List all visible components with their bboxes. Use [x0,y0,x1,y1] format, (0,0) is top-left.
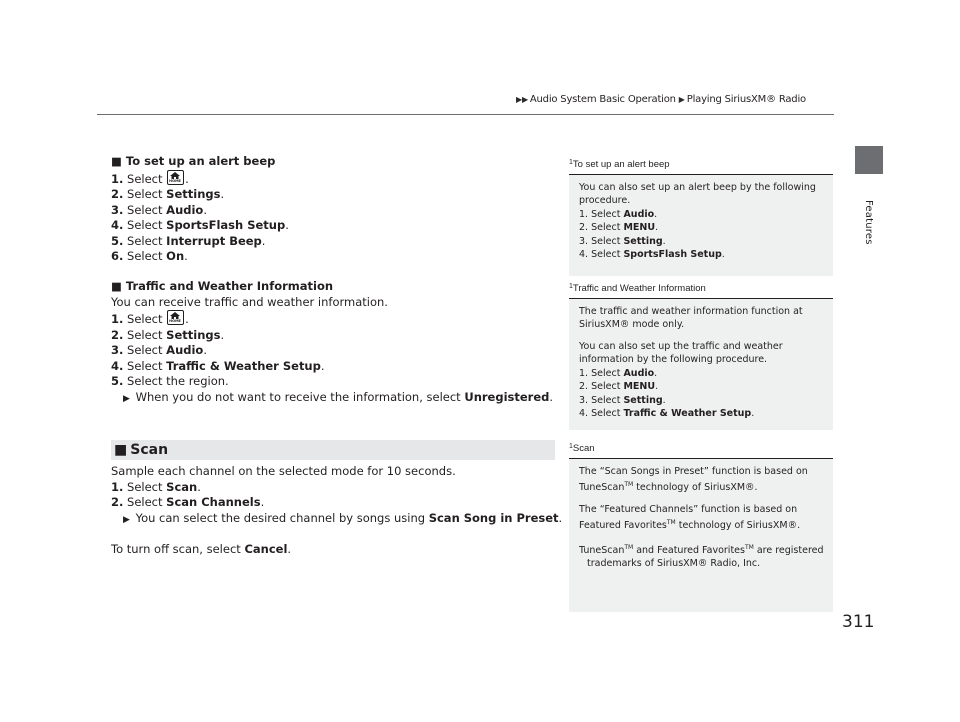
scan-off-line: To turn off scan, select Cancel. [111,542,292,556]
scan-section-bar: ■ Scan [111,440,555,460]
list-item: 4. Select SportsFlash Setup. [579,249,725,260]
list-item: 5. Select the region. [111,374,229,388]
alert-beep-heading: ■ To set up an alert beep [111,154,276,168]
breadcrumb-subsection: Playing SiriusXM® Radio [686,94,806,105]
list-item: 2. Select MENU. [579,381,659,392]
breadcrumb-section: Audio System Basic Operation [529,94,676,105]
square-bullet-icon: ■ [114,442,128,458]
arrow-right-icon: ▶ [123,393,130,404]
list-item: 3. Select Setting. [579,235,666,247]
note-title: $^1$Scan [569,440,833,459]
list-item: 3. Select Audio. [111,202,207,217]
list-item: 5. Select Interrupt Beep. [111,233,266,248]
list-item: 3. Select Audio. [111,343,207,357]
list-item: 4. Select Traffic & Weather Setup. [111,358,325,373]
traffic-weather-section [111,279,561,407]
note-title: $^1$To set up an alert beep [569,156,833,175]
page-number: 311 [842,612,875,632]
list-item: 1. Select Audio. [579,367,658,379]
note-traffic-weather: $^1$Traffic and Weather Information The traffic and weather information function at SiriusXM® mode only. You can also set up the traffic and weather information by the following procedure. 1. Select Audio. 2. Select MENU. 3. Select Setting. 4. Select Traffic & Weather Setup. [569,280,833,430]
traffic-weather-heading: ■ Traffic and Weather Information [111,279,334,293]
list-item: 2. Select Scan Channels. [111,495,265,509]
list-item: 3. Select Setting. [579,394,666,406]
note-title: $^1$Traffic and Weather Information [569,280,833,299]
list-item: 1. Select Scan. [111,479,201,494]
list-item: 1. Select HOME . [111,171,189,186]
square-bullet-icon: ■ [111,154,122,168]
square-bullet-icon: ■ [111,279,122,293]
sub-note: ▶ When you do not want to receive the information, select Unregistered. [123,389,554,404]
home-icon: HOME [167,170,184,185]
scan-section [111,464,561,558]
triangle-right-icon: ▶ [678,95,685,104]
triangle-right-icon: ▶ [521,95,528,104]
list-item: 1. Select Audio. [579,208,658,220]
alert-beep-section [111,154,561,265]
list-item: 4. Select SportsFlash Setup. [111,218,289,232]
list-item: 6. Select On. [111,249,188,263]
list-item: 4. Select Traffic & Weather Setup. [579,408,755,419]
note-alert-beep: $^1$To set up an alert beep You can also set up an alert beep by the following procedure. 1. Select Audio. 2. Select MENU. 3. Select Setting. 4. Select SportsFlash Setup. [569,156,833,276]
header-divider [97,114,834,115]
breadcrumb [516,94,806,105]
list-item: 2. Select Settings. [111,327,225,342]
traffic-intro: You can receive traffic and weather information. [111,294,388,309]
home-icon: HOME [167,310,184,325]
arrow-right-icon: ▶ [123,514,130,525]
list-item: 2. Select MENU. [579,222,659,233]
section-tab-marker [855,146,883,174]
triangle-right-icon: ▶ [516,95,522,104]
sub-note: ▶ You can select the desired channel by songs using Scan Song in Preset. [123,510,563,525]
scan-intro: Sample each channel on the selected mode for 10 seconds. [111,464,456,478]
list-item: 2. Select Settings. [111,187,225,201]
note-scan: $^1$Scan The “Scan Songs in Preset” function is based on TuneScan™ technology of SiriusXM®. The “Featured Channels” function is based on Featured Favorites™ technology of SiriusXM®. TuneScan™ and Featured Favorites™ are registered trademarks of SiriusXM® Radio, Inc. [569,440,833,612]
list-item: 1. Select HOME . [111,312,189,326]
section-tab-label: Features [863,200,874,245]
